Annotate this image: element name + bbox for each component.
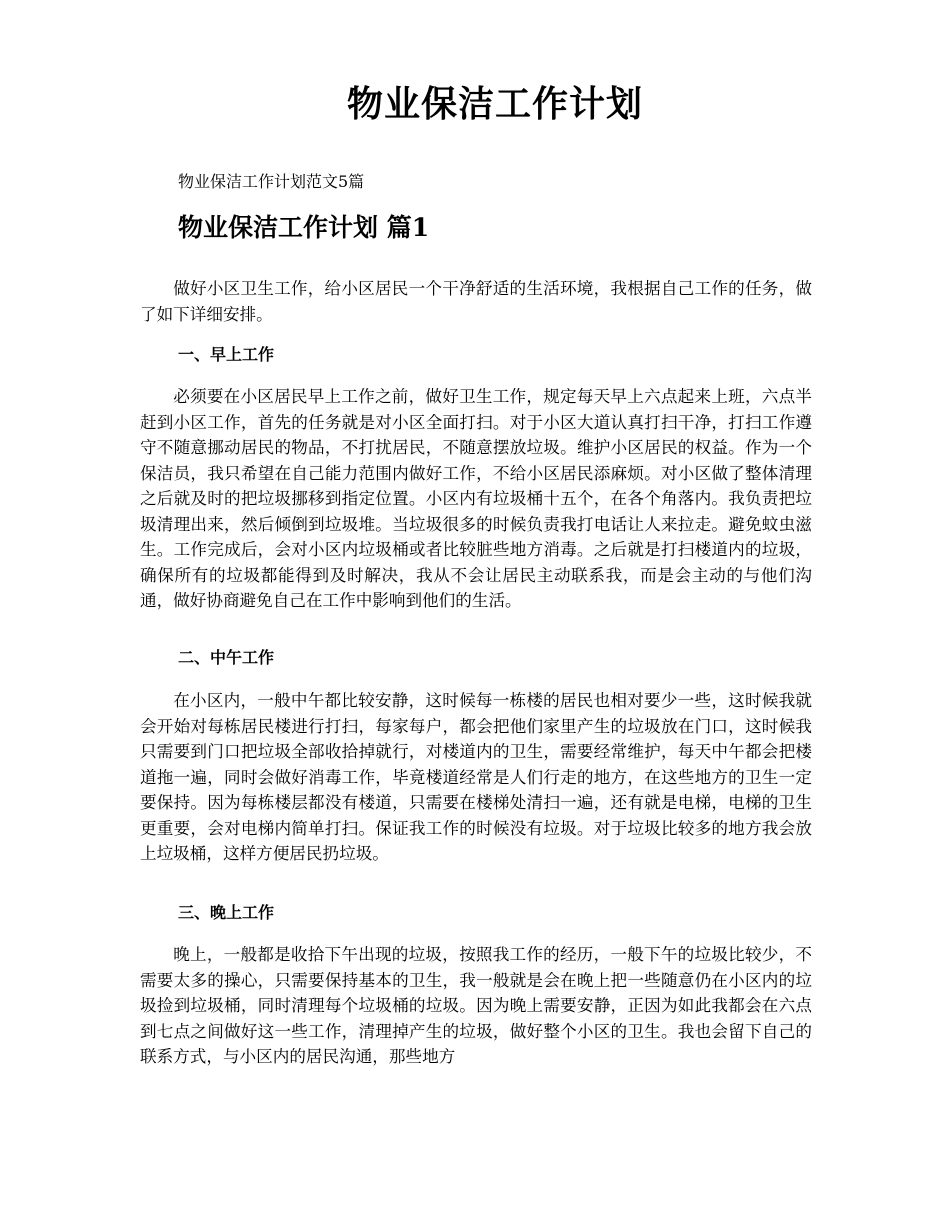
document-subtitle: 物业保洁工作计划范文5篇 xyxy=(178,172,365,191)
noon-paragraph: 在小区内，一般中午都比较安静，这时候每一栋楼的居民也相对要少一些，这时候我就会开始对每栋居民楼进行打扫，每家每户，都会把他们家里产生的垃圾放在门口，这时候我只需要到门口把垃圾全部收拾掉就行，对楼道内的卫生，需要经常维护，每天中午都会把楼道拖一遍，同时会做好消毒工作，毕竟楼道经常是人们行走的地方，在这些地方的卫生一定要保持。因为每栋楼层都没有楼道，只需要在楼梯处清扫一遍，还有就是电梯，电梯的卫生更重要，会对电梯内简单打扫。保证我工作的时候没有垃圾。对于垃圾比较多的地方我会放上垃圾桶，这样方便居民扔垃圾。 xyxy=(140,691,812,863)
intro-paragraph: 做好小区卫生工作，给小区居民一个干净舒适的生活环境，我根据自己工作的任务，做了如下详细安排。 xyxy=(140,279,812,324)
evening-heading: 三、晚上工作 xyxy=(178,903,275,922)
document-title: 物业保洁工作计划 xyxy=(346,83,643,125)
morning-paragraph: 必须要在小区居民早上工作之前，做好卫生工作，规定每天早上六点起来上班，六点半赶到小区工作，首先的任务就是对小区全面打扫。对于小区大道认真打扫干净，打扫工作遵守不随意挪动居民的物品，不打扰居民，不随意摆放垃圾。维护小区居民的权益。作为一个保洁员，我只希望在自己能力范围内做好工作，不给小区居民添麻烦。对小区做了整体清理之后就及时的把垃圾挪移到指定位置。小区内有垃圾桶十五个，在各个角落内。我负责把垃圾清理出来，然后倾倒到垃圾堆。当垃圾很多的时候负责我打电话让人来拉走。避免蚊虫滋生。工作完成后，会对小区内垃圾桶或者比较脏些地方消毒。之后就是打扫楼道内的垃圾，确保所有的垃圾都能得到及时解决，我从不会让居民主动联系我，而是会主动的与他们沟通，做好协商避免自己在工作中影响到他们的生活。 xyxy=(140,387,812,610)
section-heading: 物业保洁工作计划 篇1 xyxy=(178,213,430,242)
noon-heading: 二、中午工作 xyxy=(178,648,275,667)
evening-paragraph: 晚上，一般都是收拾下午出现的垃圾，按照我工作的经历，一般下午的垃圾比较少，不需要太多的操心，只需要保持基本的卫生，我一般就是会在晚上把一些随意仍在小区内的垃圾捡到垃圾桶，同时清理每个垃圾桶的垃圾。因为晚上需要安静，正因为如此我都会在六点到七点之间做好这一些工作，清理掉产生的垃圾，做好整个小区的卫生。我也会留下自己的联系方式，与小区内的居民沟通，那些地方 xyxy=(140,945,812,1066)
morning-heading: 一、早上工作 xyxy=(178,345,275,364)
